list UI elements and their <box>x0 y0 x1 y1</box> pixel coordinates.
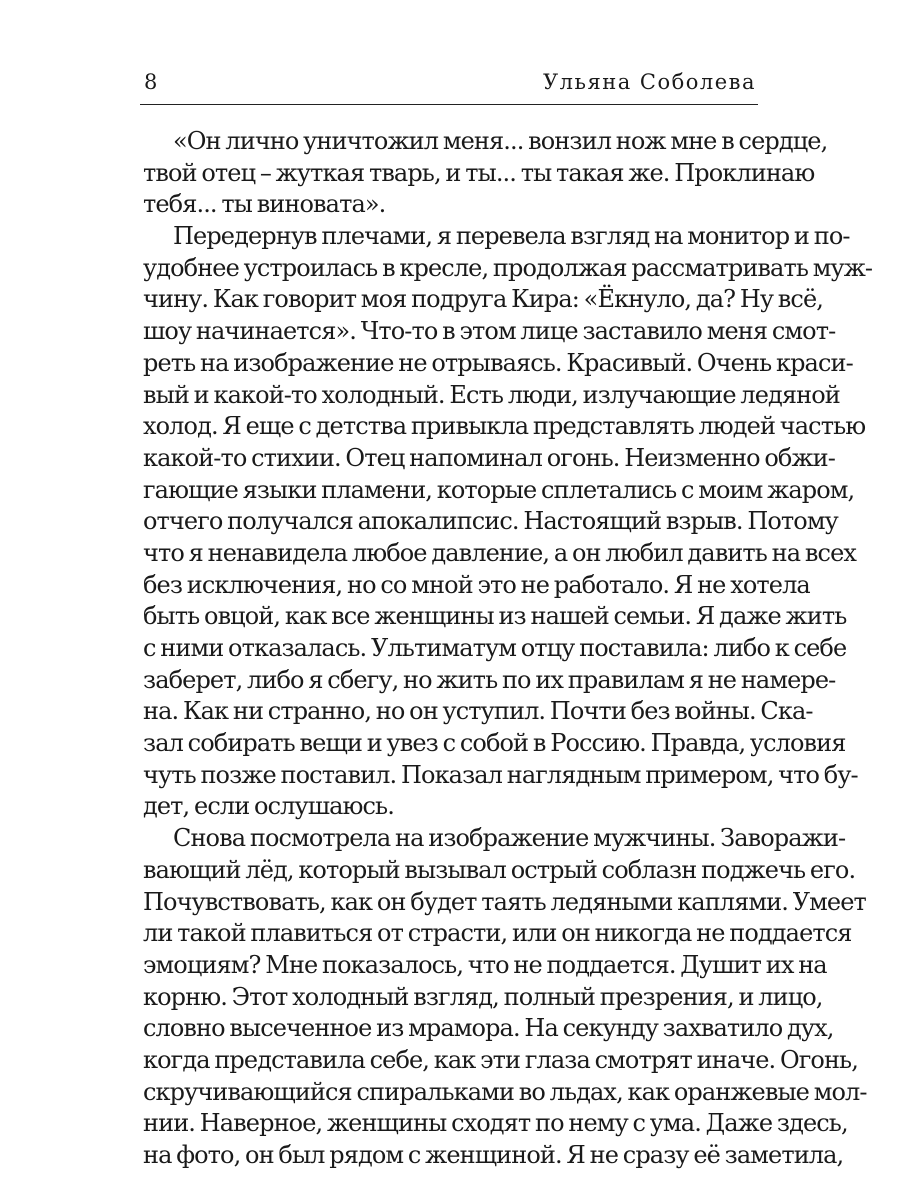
text-line: корню. Этот холодный взгляд, полный презрения, и лицо, <box>143 982 823 1011</box>
text-line: без исключения, но со мной это не работало. Я не хотела <box>143 570 810 599</box>
text-line: шоу начинается». Что-то в этом лице заставило меня смот- <box>143 317 836 346</box>
text-line: с ними отказалась. Ультиматум отцу поставила: либо к себе <box>143 634 847 662</box>
text-line: вающий лёд, который вызывал острый соблазн поджечь его. <box>143 855 856 884</box>
text-line: когда представила себе, как эти глаза смотрят иначе. Огонь, <box>143 1045 858 1074</box>
text-line: скручивающийся спиральками во льдах, как оранжевые мол- <box>143 1077 867 1106</box>
text-line: удобнее устроилась в кресле, продолжая рассматривать муж- <box>143 253 873 282</box>
text-line: на фото, он был рядом с женщиной. Я не сразу её заметила, <box>143 1141 844 1169</box>
text-line: ли такой плавиться от страсти, или он никогда не поддается <box>143 919 852 948</box>
text-line: вый и какой-то холодный. Есть люди, излучающие ледяной <box>143 380 840 409</box>
text-line: Почувствовать, как он будет таять ледяными каплями. Умеет <box>143 887 866 916</box>
text-line: тебя... ты виновата». <box>143 190 386 219</box>
body-text <box>143 126 873 1172</box>
text-line: зал собирать вещи и увез с собой в Россию. Правда, условия <box>143 729 846 758</box>
text-line: какой-то стихии. Отец напоминал огонь. Неизменно обжи- <box>143 443 835 472</box>
text-line: словно высеченное из мрамора. На секунду захватило дух, <box>143 1014 834 1043</box>
text-line: реть на изображение не отрываясь. Красивый. Очень краси- <box>143 348 853 377</box>
header-rule <box>140 104 758 105</box>
text-line: гающие языки пламени, которые сплетались с моим жаром, <box>143 475 855 504</box>
text-line: отчего получался апокалипсис. Настоящий взрыв. Потому <box>143 507 838 536</box>
text-line: чину. Как говорит моя подруга Кира: «Ёкнуло, да? Ну всё, <box>143 285 823 314</box>
running-head <box>140 62 758 102</box>
text-line: дет, если ослушаюсь. <box>143 792 394 821</box>
text-line: Передернув плечами, я перевела взгляд на монитор и по- <box>173 222 850 251</box>
text-line: чуть позже поставил. Показал наглядным примером, что бу- <box>143 760 858 789</box>
text-line: заберет, либо я сбегу, но жить по их правилам я не намере- <box>143 665 836 694</box>
text-line: на. Как ни странно, но он уступил. Почти без войны. Ска- <box>143 697 813 726</box>
text-line: что я ненавидела любое давление, а он любил давить на всех <box>143 538 857 567</box>
text-line: нии. Наверное, женщины сходят по нему с ума. Даже здесь, <box>143 1109 848 1138</box>
text-line: эмоциям? Мне показалось, что не поддается. Душит их на <box>143 950 827 979</box>
page-number: 8 <box>144 70 158 94</box>
text-line: Снова посмотрела на изображение мужчины. Заворажи- <box>173 824 846 853</box>
text-line: «Он лично уничтожил меня... вонзил нож мне в сердце, <box>173 127 828 155</box>
text-line: холод. Я еще с детства привыкла представлять людей частью <box>143 412 866 441</box>
text-line: твой отец – жуткая тварь, и ты... ты такая же. Проклинаю <box>143 158 815 187</box>
author-name: Ульяна Соболева <box>543 70 756 94</box>
text-line: быть овцой, как все женщины из нашей семьи. Я даже жить <box>143 602 847 631</box>
